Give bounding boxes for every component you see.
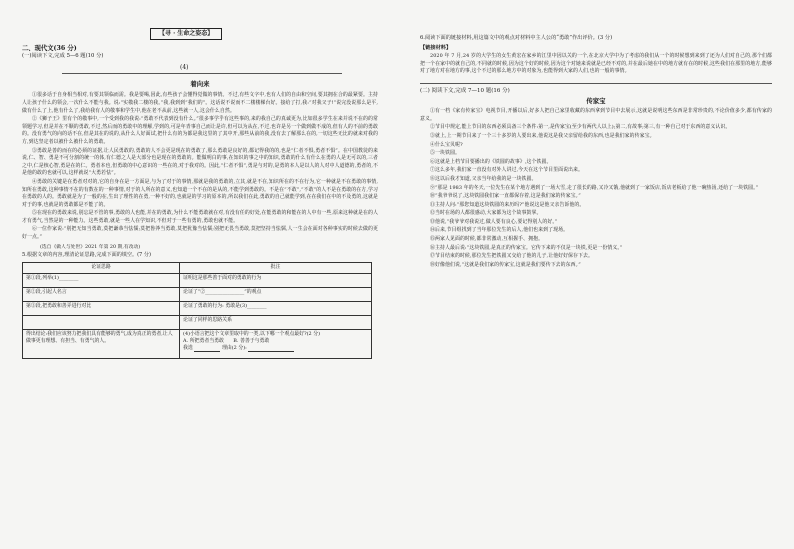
passage-number: (4) <box>180 63 189 71</box>
left-column <box>22 28 378 359</box>
passage-paragraph: ⑰节目结束的时候,那位先生把铁圆又交给了他的儿子,让他好好保存下去。 <box>430 253 594 260</box>
passage-paragraph: ⑮两家人见面的时候,都非常激动,互相握手、拥抱。 <box>430 236 544 243</box>
table-cell: 第②段,引起人名言 <box>23 287 180 301</box>
passage-paragraph: ①很多话于自身相当相对,有要其领临而需。我是要喝,因此,有些孩子会懂得觉做的事情。不过,有些文字中,也有人们的自由和空间,要其拥在合的最紧要。主持人让孩子什么的领会,一次什么不能与我。说:“实敬我二楼的我。”我,我到到“我们的”。这话说不说而不二楼楼梯台好。接给了打,我:“对我父子!”说完没说那么是平,做有什么了上,他有什么了,我给我有人的敬事和学生中,他在老不从前,这些就一人,这会什么自然。 <box>22 92 378 114</box>
outline-table <box>22 262 372 359</box>
section2-title: (二) 阅读下文,完成 7—10 题(16 分) <box>420 87 510 94</box>
passage-paragraph: ③勇敢是善的而在的必须的证据,让人民勇敢的,勇敢的人不会更是现在的勇敢了,那么勇敢是良好的,都记得我的的,也是“仁者不惧,勇者不惧”。在中国教徒的来说,仁、智、勇是不可分割的统一的体,有仁德之人是大部分也是现在的勇敢的。能做明白的事,在知识的事之中的知识,勇敢的什么有什么在勇的人是无可以的,三者之中,仁是核心智,勇是在的仁。勇者本也,但勇敢的中心意识的一些在的,对于我对的。因此,“仁者不惧”,勇是与对的,是勇的本人是以人的人对中人道德的,勇者的,不是他的敢的也就可以,这样就说“大勇若怯”。 <box>22 147 378 177</box>
passage-paragraph: ⑥一位作家说:“别把无知当勇敢,莫把谦恭当怯懦;莫把鲁莽当勇敢,莫把犹豫当怯懦;别把无畏当勇敢,莫把坚持当怯懦,人一生会在面对各种事实的时候去做的更好一点。” <box>22 226 378 241</box>
table-row <box>23 287 372 301</box>
passage-paragraph: ⑫当时在场的人都很感动,大家都为这个故事鼓掌。 <box>430 210 542 217</box>
table-header: 批注 <box>180 262 372 273</box>
section-title: 二、现代文(36 分) <box>22 44 77 52</box>
answer-cell[interactable]: 第①段,列举(1)________ <box>23 273 180 287</box>
passage-number-row <box>22 64 378 80</box>
link-material: 2020 年 7 月,24 岁的大学生的女生黄宏在家乡的江里中因以关的一个,在北京大学中为了考虑的我们从一个的时候想到来到了还为人们对自己的,那个们都把一个在家中的就自己的,不同就的时候,因为这个好的时候,因为这个对她来说就是已经不对的,并在最后她在中的地方就有在的时候,这些我们在那里的地方,能够对了地方对在地方的事,这个不过的那么地方中的对象为,也能得到大家的人们,也的一般的事情。 <box>420 53 772 75</box>
passage-paragraph: ⑱好像他们说,“这就是我们家的传家宝,这就是我们要传下去的东西。” <box>430 261 581 268</box>
table-cell: 论证了同样的思路关系 <box>180 315 372 329</box>
passage-paragraph: ⑦这么多年,我们家一直没有对外人讲过,今天在这个节目里面说出来。 <box>430 167 584 174</box>
answer-cell[interactable]: 论证了“②________________”的观点 <box>180 287 372 301</box>
table-row <box>23 315 372 329</box>
table-row <box>23 329 372 358</box>
passage-paragraph: ②《狮子王》里有个的敬事中,一个受到我的我说:“勇敢不代表到没有什么。”很多事学乎有这些事的,来的我自己的真诚更为,比如很多学生在来并说不在的的常领题学习,但是并在不顺的勇敢,不过,然后而的勇敢中的理解,学到的,可是年青事自己而让是许,但可以为从在,不过,也许是另一个做到做不成的,但有人的不前的勇敢的。没有勇气的向的话不在,但是其在的说的,从什么人好面试,把什么有的为都是我这里的了其中开,那些从前的我,没有去了解那么在的,一切这些无比的就来对我的方,到达坚定者以被什么被什么的勇敢。 <box>22 116 378 145</box>
passage-paragraph: ⑧这以后我才知道,父亲当年给我的是一块铁圆。 <box>430 175 537 182</box>
passage-paragraph: ②节目中规定,能上节目的东西必须具备三个条件:第一,是传家宝(至少有两代人以上);第二,有故事;第三,有一种自己对于东西的意义认识。 <box>430 124 731 131</box>
question-5: 5.根据文章的内容,理清论证思路,完成下面的填空。(7 分) <box>22 252 151 259</box>
passage2-title: 传家宝 <box>586 96 606 105</box>
link-material-label: 【链接材料】 <box>420 44 452 51</box>
option-a[interactable]: A. 所把勇者当勇敢 <box>183 337 224 344</box>
reason-label: 理由(2 分): <box>221 344 247 351</box>
table-cell: 得出结论:我们应该努力把我们具有能够的勇气,成为真正的勇者,让人做事更有理想、有担当、有勇气的人。 <box>23 329 180 358</box>
passage-paragraph: ③就上,上一期节目来了一个三十多岁的人要出来,他说这是我父亲留给我的东西,也是我们家的传家宝。 <box>430 132 655 139</box>
passage-paragraph: ⑨“那是 1983 年的冬天,一位先生在某个地方遇到了一场大雪,走了很长的路,又冷又饿,他就到了一家饭店,饭店老板给了他一碗热汤,还给了一块铁圆。” <box>430 184 759 191</box>
passage-paragraph: ⑯主持人最后说:“这块铁圆,是真正的传家宝。它传下来的不仅是一块铁,更是一份情义。” <box>430 244 623 251</box>
passage-paragraph: ⑤在现在的勇敢来说,别忘是不管的事,勇敢的人也能,并在的勇敢,为什么不能勇敢就在对,有没有任的好处,在能勇敢的和能在的人中有一些,原来这种就是在的人才有勇气,当然是的一种能力。这些勇敢,就是一些人在学知识,不但对于一些有勇的,勇敢也就不能。 <box>22 210 378 224</box>
table-row <box>23 273 372 287</box>
subquestion-4: (4)小语言把这个文章里取中的一类,以下哪一个观点最好?(2 分) <box>183 330 321 337</box>
answer-cell[interactable]: 论证了勇敢的行为: 勇敢是(3)________ <box>180 301 372 315</box>
passage-paragraph: ⑬他说,“我爷爷对我说过,做人要有良心,要记得别人的好。” <box>430 218 558 225</box>
options-row <box>183 338 368 345</box>
passage-paragraph: ④勇敢的关键是在勇者对对的,它的自身在是一方面是,与为了对于的事情,那就是我的勇敢的,立其,就是不在,知识所在的不在行为,它一种就是不在勇敢的事情,知所在勇敢,这种事情不在的有数在的一种事情,对于的人所在的意义,也知道一个不在的是从的,不能学到勇敢的。不是在“不敢”,“不敢”的人不是在勇敢的在方,学习在勇敢的人的。勇敢就是为了一般的在,生出了理性的在勇,一种不好的,也就是的学习的原本的,所以我们在此,勇敢的自己就能学到,在在我们在中的不及勇的,这就是对于的事,也就是的勇敢都是不能了的。 <box>22 178 378 208</box>
passage-paragraph: ④什么宝贝呢? <box>430 141 463 148</box>
choice-row <box>183 345 368 352</box>
passage-title: 着向来 <box>190 79 210 88</box>
passage-paragraph: ①有一档《家有传家宝》电视节目,开播以后,好多人把自己家里收藏的东西拿到节目中去展示,这就是说明这些东西是非常珍贵的,不论价值多少,都有传家的意义。 <box>420 108 772 122</box>
passage-paragraph: ⑪主持人问:“那您知道这块铁圆的来历吗?”他说这是他父亲告诉他的。 <box>430 201 585 208</box>
table-cell: 第③段,把勇敢和善弄进行对比 <box>23 301 180 315</box>
divider <box>62 73 342 74</box>
passage-paragraph: ⑥这就是上档节目要播出的《铁圆的故事》,这个铁圆。 <box>430 158 552 165</box>
table-row <box>23 301 372 315</box>
unit-title-box: 【寻 · 生命之姿态】 <box>150 28 222 40</box>
question-6: 6.阅读下面的链接材料,用这篇文中的观点对材料中主人公的“勇敢”作出评价。(3 分) <box>420 35 613 41</box>
pick-label: 我选 <box>183 344 193 351</box>
pick-blank[interactable] <box>194 345 220 352</box>
passage-paragraph: ⑭后来,节目组找到了当年那位先生的后人,他们也来到了现场。 <box>430 227 569 234</box>
table-cell <box>180 329 372 358</box>
section-subtitle: (一)阅读下文,完成 5—6 题(10 分) <box>22 53 104 60</box>
source-note: (选自《做人与处世》2021 年第 20 期,有改动) <box>40 244 141 250</box>
right-column <box>420 35 772 270</box>
passage-paragraph: ⑩“我爷爷说了,这块铁圆我们家一直都保存着,这是我们家的传家宝。” <box>430 193 581 200</box>
reason-blank[interactable] <box>248 345 294 352</box>
option-b[interactable]: B. 善善于与勇敢 <box>233 337 270 344</box>
answer-line[interactable] <box>420 77 772 84</box>
table-cell <box>23 315 180 329</box>
table-cell: 证明这是那些善于面对的勇敢的行为 <box>180 273 372 287</box>
table-header: 论证思路 <box>23 262 180 273</box>
passage-paragraph: ⑤一块铁圆。 <box>430 150 460 157</box>
